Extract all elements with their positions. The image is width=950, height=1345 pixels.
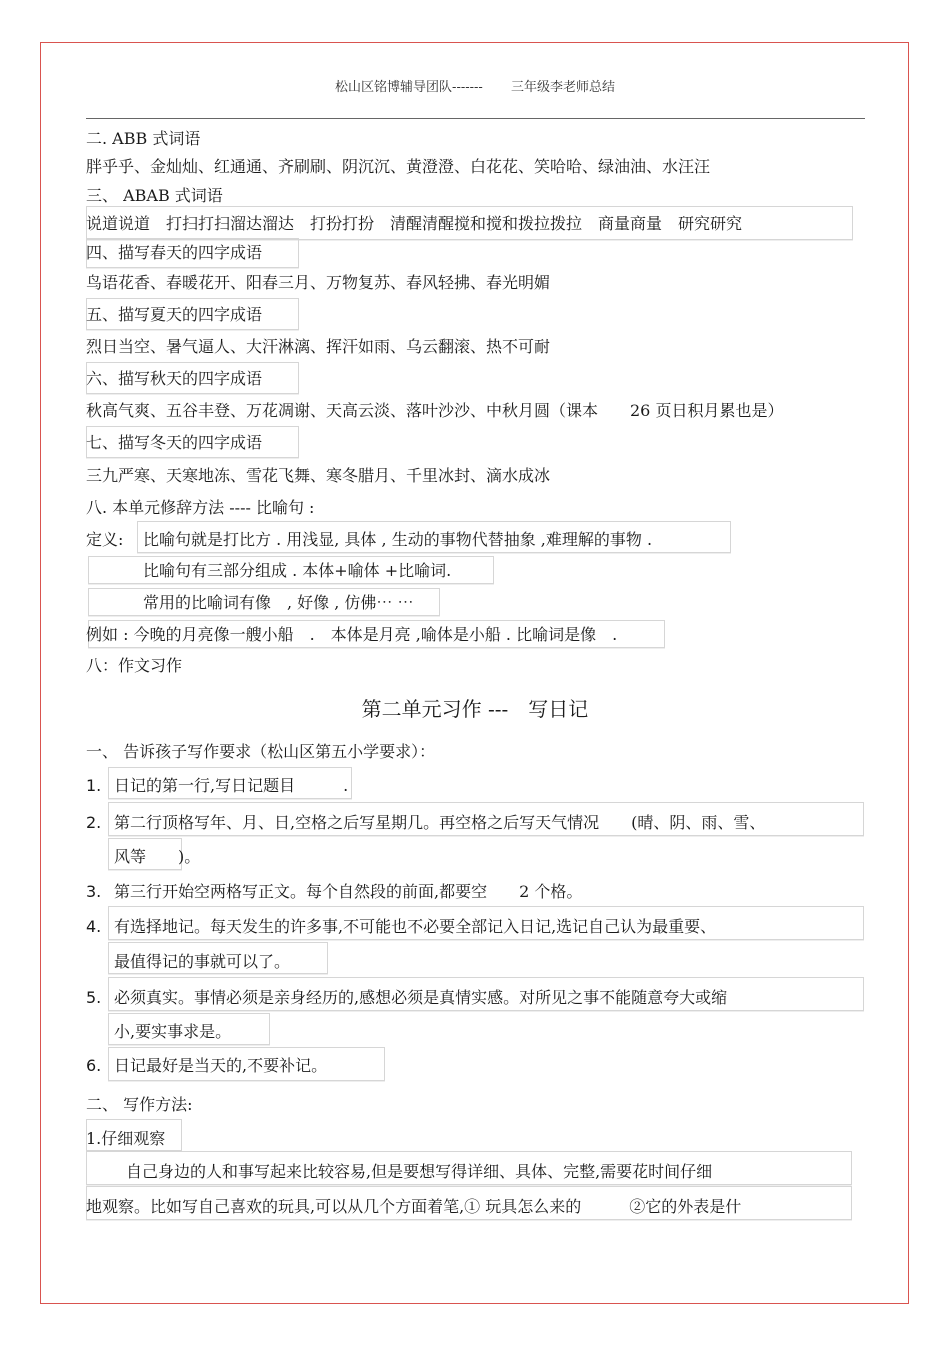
item-text: 日记最好是当天的,不要补记。	[114, 1056, 328, 1075]
item-text-continued: 最值得记的事就可以了。	[114, 952, 291, 971]
item-number: 2.	[86, 813, 102, 832]
section-heading-metaphor: 八. 本单元修辞方法 ---- 比喻句 :	[86, 498, 315, 517]
requirements-heading: 一、 告诉孩子写作要求（松山区第五小学要求）：	[86, 742, 436, 761]
method-subheading: 1.仔细观察	[86, 1129, 166, 1148]
requirement-item	[86, 881, 582, 903]
abab-words: 说道说道 打扫打扫溜达溜达 打扮打扮 清醒清醒搅和搅和拨拉拨拉 商量商量 研究研究	[86, 214, 743, 233]
definition-text: 比喻句就是打比方 . 用浅显, 具体 , 生动的事物代替抽象 ,难理解的事物 .	[143, 530, 653, 549]
spring-idioms: 鸟语花香、春暖花开、阳春三月、万物复苏、春风轻拂、春光明媚	[86, 273, 551, 292]
section-heading-summer: 五、描写夏天的四字成语	[86, 305, 263, 324]
item-text: 有选择地记。每天发生的许多事,不可能也不必要全部记入日记,选记自己认为最重要、	[114, 917, 717, 936]
unit-title: 第二单元习作 --- 写日记	[361, 697, 589, 721]
item-text-continued: 风等 )。	[114, 847, 201, 866]
item-number: 1.	[86, 776, 102, 795]
section-heading-spring: 四、描写春天的四字成语	[86, 243, 263, 262]
requirement-item	[86, 1055, 327, 1077]
essay-heading: 八：作文习作	[86, 656, 183, 675]
metaphor-words: 常用的比喻词有像 , 好像 , 仿佛⋯ ⋯	[143, 593, 414, 612]
item-number: 3.	[86, 882, 102, 901]
item-number: 6.	[86, 1056, 102, 1075]
requirement-item	[86, 775, 348, 797]
requirement-item	[86, 916, 716, 938]
requirement-item	[86, 812, 765, 834]
requirement-item	[86, 987, 727, 1009]
method-heading: 二、 写作方法:	[86, 1095, 193, 1114]
section-heading-abb: 二. ABB 式词语	[86, 129, 201, 148]
metaphor-parts: 比喻句有三部分组成 . 本体+喻体 +比喻词.	[143, 561, 452, 580]
winter-idioms: 三九严寒、天寒地冻、雪花飞舞、寒冬腊月、千里冰封、滴水成冰	[86, 466, 551, 485]
header-summary: 三年级李老师总结	[510, 80, 615, 95]
definition-label: 定义:	[86, 530, 124, 549]
item-text-continued: 小,要实事求是。	[114, 1022, 232, 1041]
section-heading-winter: 七、描写冬天的四字成语	[86, 433, 263, 452]
section-heading-autumn: 六、描写秋天的四字成语	[86, 369, 263, 388]
summer-idioms: 烈日当空、暑气逼人、大汗淋漓、挥汗如雨、乌云翻滚、热不可耐	[86, 337, 551, 356]
item-text: 日记的第一行,写日记题目 .	[114, 776, 349, 795]
autumn-idioms: 秋高气爽、五谷丰登、万花凋谢、天高云淡、落叶沙沙、中秋月圆（课本 26 页日积月累也是）	[86, 401, 784, 420]
header-rule	[86, 118, 865, 119]
method-paragraph-continued: 地观察。比如写自己喜欢的玩具,可以从几个方面着笔,① 玩具怎么来的 ②它的外表是什	[86, 1197, 742, 1216]
method-paragraph: 自己身边的人和事写起来比较容易,但是要想写得详细、具体、完整,需要花时间仔细	[126, 1162, 713, 1181]
header-team: 松山区铭博辅导团队-------	[335, 80, 483, 95]
section-heading-abab: 三、 ABAB 式词语	[86, 186, 223, 205]
item-number: 4.	[86, 917, 102, 936]
abb-words: 胖乎乎、金灿灿、红通通、齐刷刷、阴沉沉、黄澄澄、白花花、笑哈哈、绿油油、水汪汪	[86, 157, 711, 176]
item-text: 第三行开始空两格写正文。每个自然段的前面,都要空 2 个格。	[114, 882, 583, 901]
item-text: 第二行顶格写年、月、日,空格之后写星期几。再空格之后写天气情况 (晴、阴、雨、雪、	[114, 813, 766, 832]
page-header	[0, 76, 950, 95]
item-number: 5.	[86, 988, 102, 1007]
item-text: 必须真实。事情必须是亲身经历的,感想必须是真情实感。对所见之事不能随意夸大或缩	[114, 988, 728, 1007]
metaphor-example: 例如 : 今晚的月亮像一艘小船 . 本体是月亮 ,喻体是小船 . 比喻词是像 .	[86, 625, 618, 644]
